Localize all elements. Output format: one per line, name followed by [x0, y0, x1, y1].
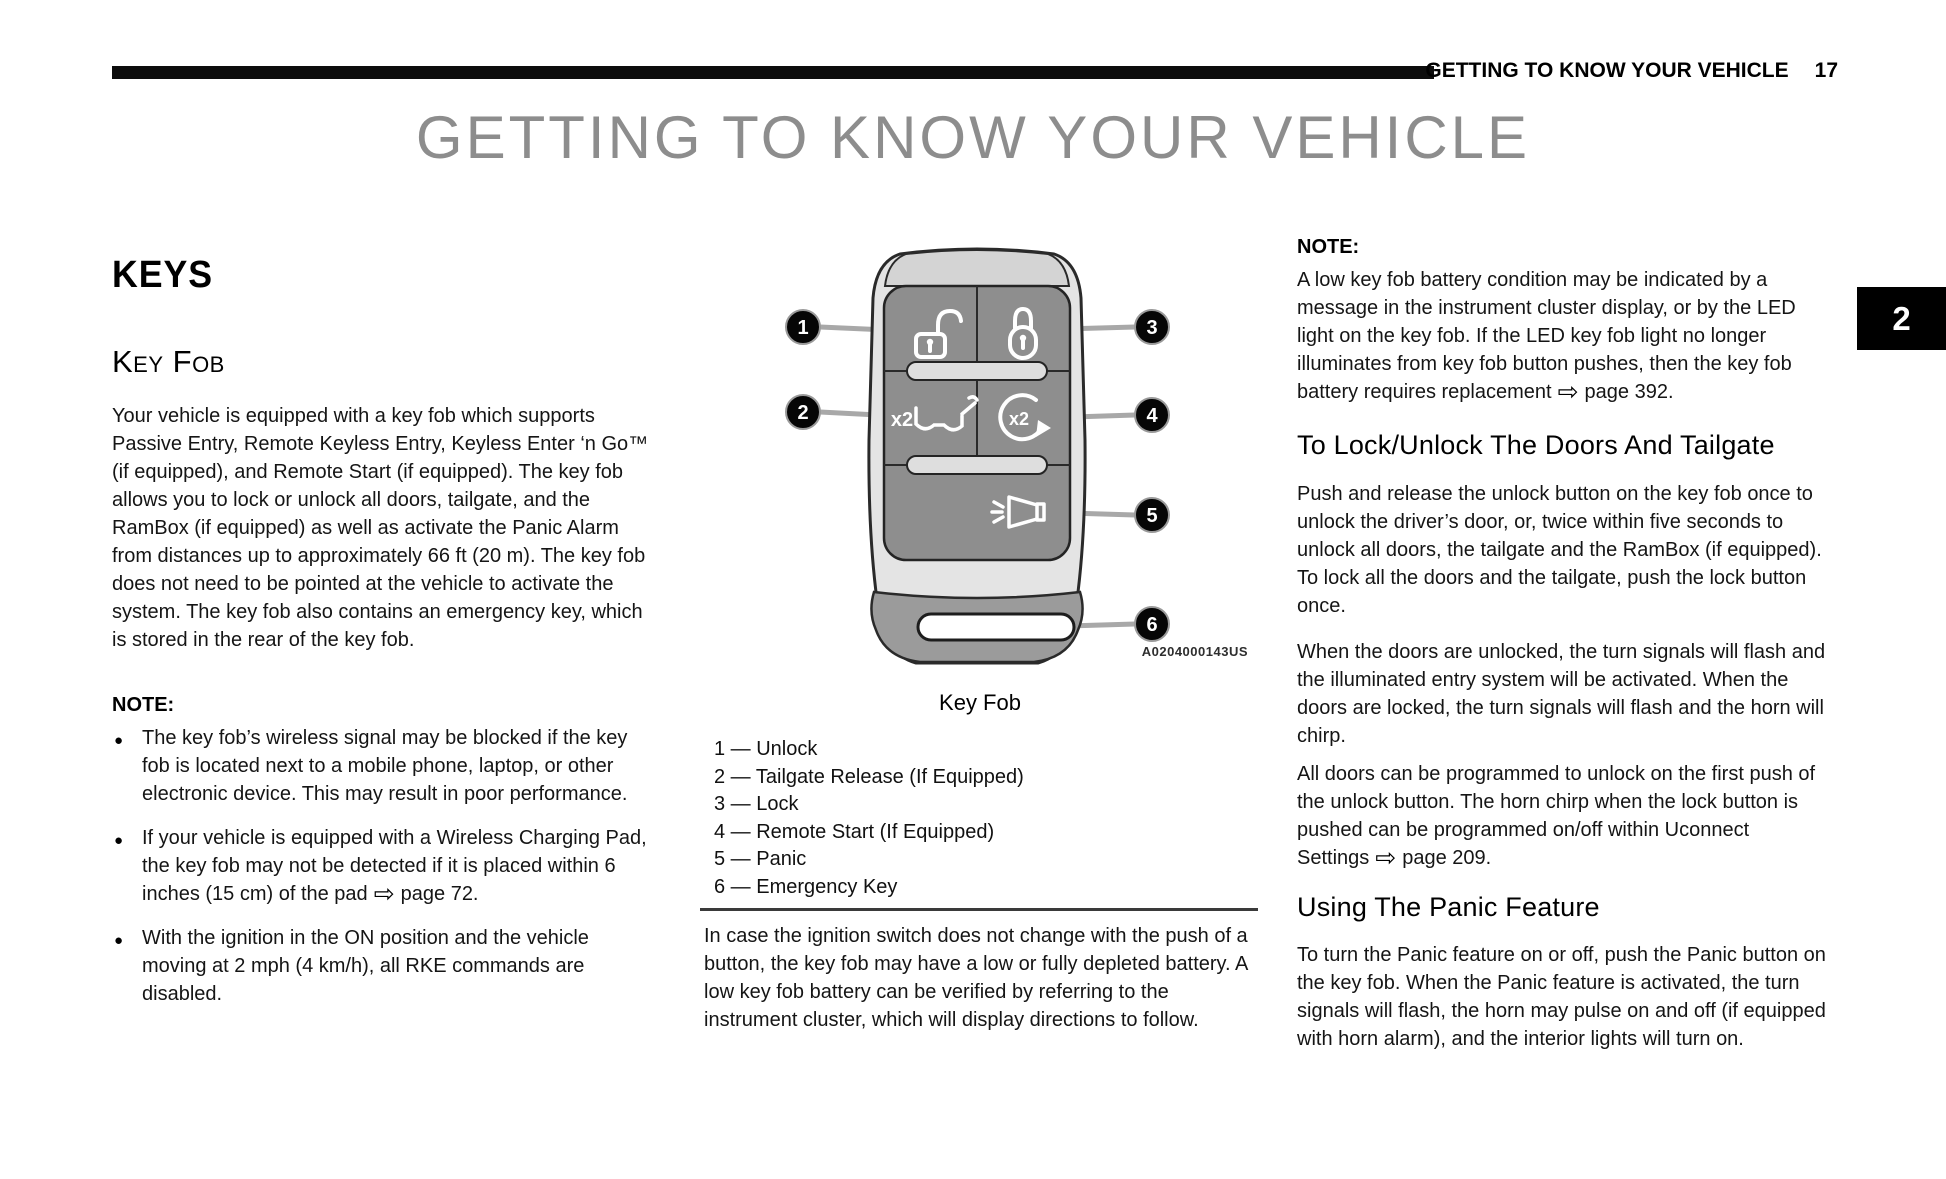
- figure-separator-rule: [700, 908, 1258, 911]
- svg-text:2: 2: [797, 402, 809, 424]
- page-ref-arrow-icon: ⇨: [1557, 377, 1579, 406]
- key-fob-subheading: Key Fob: [112, 344, 225, 379]
- page-title: GETTING TO KNOW YOUR VEHICLE: [415, 104, 1531, 171]
- callout-2: [786, 395, 820, 429]
- callout-3: [1135, 310, 1169, 344]
- legend-item: 6 — Emergency Key: [714, 875, 898, 898]
- page-reference[interactable]: page 392.: [1584, 381, 1674, 403]
- paragraph-text: All doors can be programmed to unlock on the first push of the unlock button. The horn chirp when the lock button is pushed can be programmed on/off within Uconnect Settings: [1297, 763, 1816, 869]
- svg-text:x2: x2: [890, 409, 914, 431]
- page-reference[interactable]: page 72.: [400, 883, 479, 905]
- svg-text:5: 5: [1146, 505, 1158, 527]
- key-fob-figure: [770, 240, 1270, 680]
- callout-5: [1135, 498, 1169, 532]
- lock-unlock-paragraph-2: When the doors are unlocked, the turn signals will flash and the illuminated entry system will be activated. When the doors are locked, the turn signals will flash and the horn will chirp.: [1297, 641, 1826, 747]
- bullet-text: If your vehicle is equipped with a Wireless Charging Pad, the key fob may not be detected if it is placed within 6 inches (15 cm) of the pad: [142, 827, 647, 905]
- page-number: 17: [1814, 59, 1838, 82]
- note-text: A low key fob battery condition may be indicated by a message in the instrument cluster display, or by the LED light on the key fob. If the LED key fob light no longer illuminates from key fob button pushes, then the key fob battery requires replacement: [1297, 269, 1796, 403]
- bullet-icon: ●: [114, 832, 124, 849]
- figure-legend: [714, 736, 1260, 901]
- page-ref-arrow-icon: ⇨: [373, 879, 395, 908]
- running-title: GETTING TO KNOW YOUR VEHICLE: [1425, 59, 1789, 82]
- panel-pill-divider: [907, 456, 1047, 474]
- svg-text:x2: x2: [1008, 409, 1030, 429]
- svg-text:6: 6: [1146, 614, 1158, 636]
- header-rule: [112, 66, 1434, 79]
- lock-unlock-paragraph-3: [1297, 760, 1837, 872]
- figure-caption: Key Fob: [939, 690, 1021, 715]
- note-label-left: NOTE:: [112, 694, 175, 716]
- panic-feature-heading: Using The Panic Feature: [1297, 892, 1600, 922]
- keys-section-heading: KEYS: [112, 254, 214, 296]
- battery-condition-paragraph: [1297, 266, 1837, 406]
- bullet-text: The key fob’s wireless signal may be blocked if the key fob is located next to a mobile phone, laptop, or other electronic device. This may result in poor performance.: [142, 727, 628, 805]
- legend-item: 1 — Unlock: [714, 738, 818, 760]
- lock-unlock-paragraph-1: Push and release the unlock button on the key fob once to unlock the driver’s door, or, twice within five seconds to unlock all doors, the tailgate and the RamBox (if equipped). To lock all the doors and the tailgate, push the lock button once.: [1297, 483, 1822, 617]
- chapter-tab: [1857, 287, 1946, 350]
- legend-item: 3 — Lock: [714, 793, 799, 815]
- running-header: [1425, 59, 1838, 83]
- callout-1: [786, 310, 820, 344]
- page-ref-arrow-icon: ⇨: [1375, 843, 1397, 872]
- page-reference[interactable]: page 209.: [1402, 847, 1492, 869]
- bullet-icon: ●: [114, 932, 124, 949]
- note-label-right: NOTE:: [1297, 236, 1360, 258]
- figure-image-code: A0204000143US: [1141, 644, 1248, 659]
- callout-4: [1135, 398, 1169, 432]
- key-fob-intro-paragraph: Your vehicle is equipped with a key fob which supports Passive Entry, Remote Keyless Entry, Keyless Enter ‘n Go™ (if equipped), and Remote Start (if equipped). The key fob allows you to lock or unlock all doors, tailgate, and the RamBox (if equipped) as well as activate the Panic Alarm from distances up to approximately 66 ft (20 m). The key fob does not need to be pointed at the vehicle to activate the system. The key fob also contains an emergency key, which is stored in the rear of the key fob.: [112, 405, 649, 651]
- bullet-icon: ●: [114, 732, 124, 749]
- legend-item: 5 — Panic: [714, 848, 807, 870]
- key-fob-illustration: [770, 240, 1270, 680]
- lock-unlock-heading: To Lock/Unlock The Doors And Tailgate: [1297, 430, 1775, 460]
- bullet-text: With the ignition in the ON position and the vehicle moving at 2 mph (4 km/h), all RKE commands are disabled.: [142, 927, 589, 1005]
- panic-feature-paragraph: To turn the Panic feature on or off, push the Panic button on the key fob. When the Panic feature is activated, the turn signals will flash, the horn may pulse on and off (if equipped with horn alarm), and the interior lights will turn on.: [1297, 944, 1826, 1050]
- callout-6: [1135, 607, 1169, 641]
- chapter-number: 2: [1892, 299, 1911, 337]
- battery-note-paragraph: In case the ignition switch does not change with the push of a button, the key fob may have a low or fully depleted battery. A low key fob battery can be verified by referring to the instrument cluster, which will display directions to follow.: [704, 925, 1248, 1031]
- fob-top-cap: [885, 250, 1069, 286]
- list-item: [112, 924, 654, 1008]
- panel-pill-divider: [907, 362, 1047, 380]
- note-bullet-list: [112, 724, 654, 1024]
- legend-item: 2 — Tailgate Release (If Equipped): [714, 765, 1024, 788]
- list-item: [112, 724, 654, 808]
- svg-text:1: 1: [797, 317, 809, 339]
- svg-text:4: 4: [1146, 405, 1158, 427]
- list-item: [112, 824, 654, 908]
- emergency-key-slot: [918, 614, 1074, 640]
- svg-text:3: 3: [1146, 317, 1158, 339]
- legend-item: 4 — Remote Start (If Equipped): [714, 820, 995, 843]
